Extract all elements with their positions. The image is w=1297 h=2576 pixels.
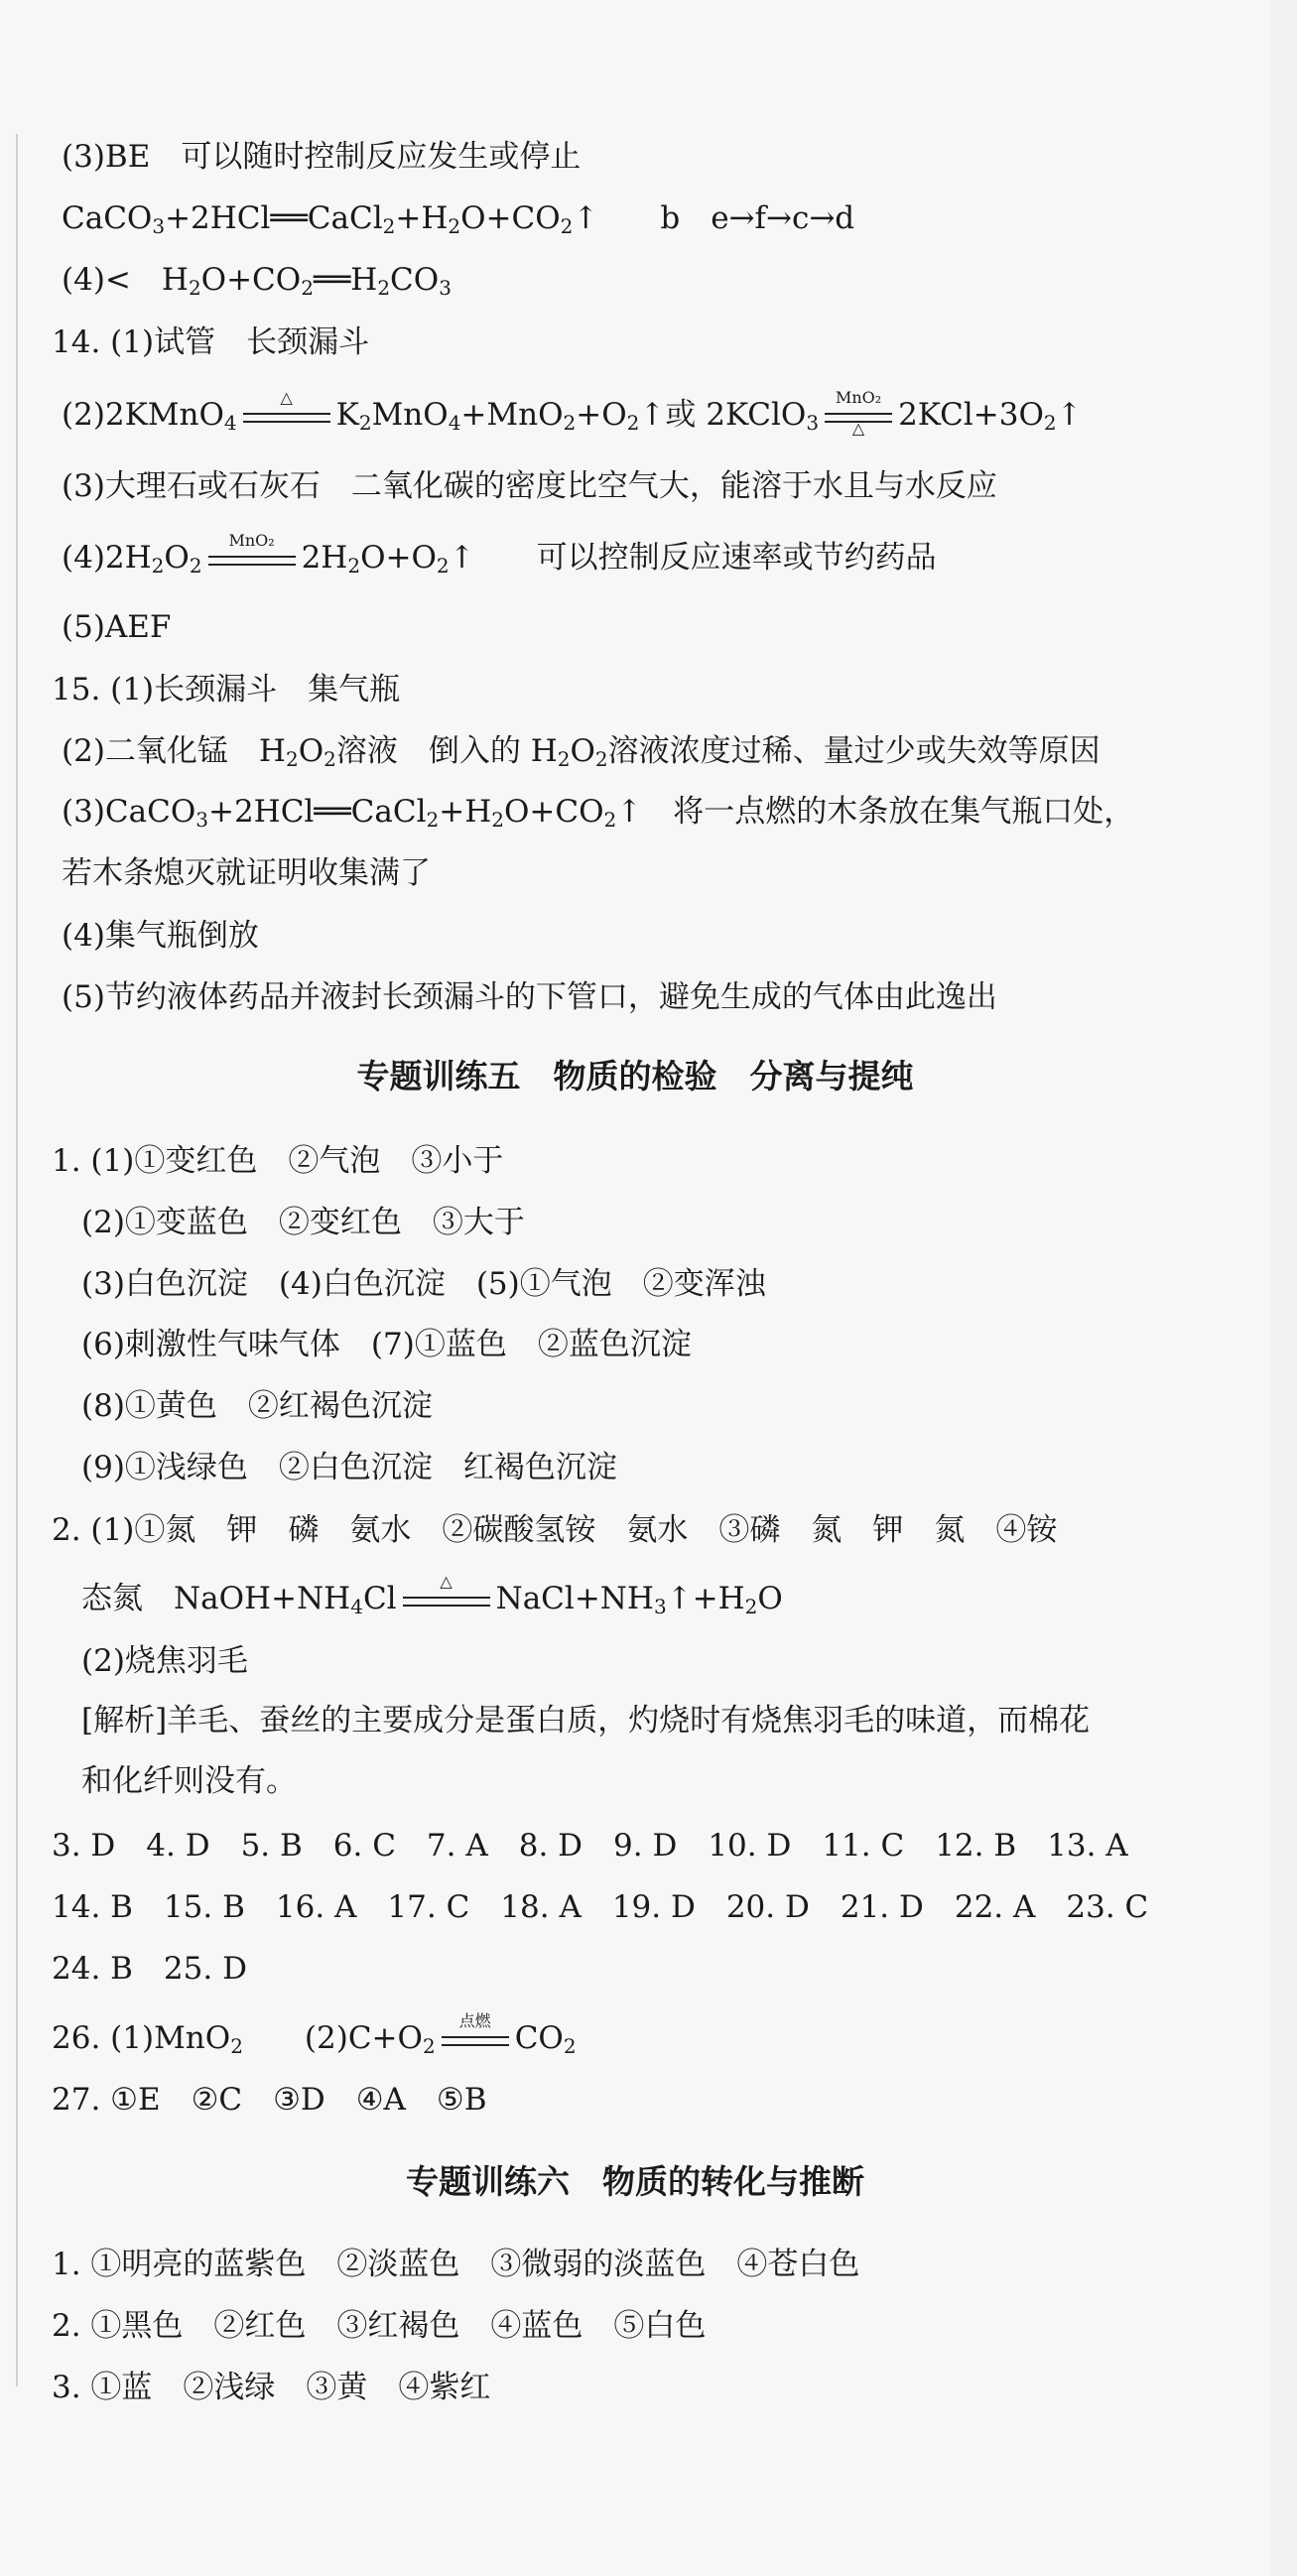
answer-text: b e→f→c→d (660, 200, 855, 236)
choice-answers: 24. B 25. D (52, 1951, 247, 1987)
answer-line: 若木条熄灭就证明收集满了 (62, 855, 431, 891)
heat-condition-sign: △ (397, 1585, 496, 1614)
question-1: 1. (1)①变红色 ②气泡 ③小于 (52, 1143, 504, 1179)
question-14: 14. (1)试管 长颈漏斗 (52, 324, 370, 360)
question-27: 27. ①E ②C ③D ④A ⑤B (52, 2082, 487, 2118)
answer-line: (8)①黄色 ②红褐色沉淀 (81, 1388, 433, 1424)
equation-line: $(3)CaCO_3+2HCl══CaCl_2+H_2O+CO_2↑$ 将一点燃的木条放在集气瓶口处， (62, 794, 1135, 832)
answer-line: (2)二氧化锰 $H_2O_2$溶液 倒入的 $H_2O_2$溶液浓度过稀、量过少或失效等原因 (62, 733, 1101, 771)
ignition-sign: 点燃 (436, 2024, 515, 2054)
question-26: 26. (1)MnO$_2$ $(2)C+O_2$ 点燃 $CO_2$ (52, 2011, 577, 2058)
answer-text: (4)< (62, 262, 162, 298)
explanation-line: [解析]羊毛、蚕丝的主要成分是蛋白质，灼烧时有烧焦羽毛的味道，而棉花 (81, 1703, 1091, 1739)
answer-line: 1. ①明亮的蓝紫色 ②淡蓝色 ③微弱的淡蓝色 ④苍白色 (52, 2247, 860, 2282)
choice-answers: 3. D 4. D 5. B 6. C 7. A 8. D 9. D 10. D 11. C 12. B 13. A (52, 1828, 1128, 1864)
explanation-line: 和化纤则没有。 (81, 1763, 297, 1799)
question-15: 15. (1)长颈漏斗 集气瓶 (52, 672, 401, 708)
answer-line: (3)BE 可以随时控制反应发生或停止 (62, 139, 582, 175)
section-title: 专题训练五 物质的检验 分离与提纯 (356, 1057, 914, 1095)
answer-line: (5)节约液体药品并液封长颈漏斗的下管口，避免生成的气体由此逸出 (62, 979, 997, 1015)
question-2: 2. (1)①氮 钾 磷 氨水 ②碳酸氢铵 氨水 ③磷 氮 钾 氮 ④铵 (52, 1512, 1058, 1548)
equation-line: $CaCO_3+2HCl══CaCl_2+H_2O+CO_2↑$ b e→f→c→d (62, 200, 855, 238)
catalyst-sign: MnO₂ (202, 544, 302, 574)
equation-line: (4)< $H_2O+CO_2══H_2CO_3$ (62, 262, 452, 300)
heat-condition-sign: △ (237, 401, 336, 431)
section-title: 专题训练六 物质的转化与推断 (406, 2162, 864, 2201)
margin-line (16, 134, 18, 2386)
answer-line: (3)大理石或石灰石 二氧化碳的密度比空气大，能溶于水且与水反应 (62, 468, 997, 504)
answer-line: 2. ①黑色 ②红色 ③红褐色 ④蓝色 ⑤白色 (52, 2308, 707, 2344)
equation-line: 态氮 $NaOH+NH_4Cl$ △ $NaCl+NH_3↑+H_2O$ (81, 1572, 783, 1618)
answer-line: (2)①变蓝色 ②变红色 ③大于 (81, 1205, 525, 1240)
answer-line: (6)刺激性气味气体 (7)①蓝色 ②蓝色沉淀 (81, 1327, 692, 1362)
answer-line: (2)烧焦羽毛 (81, 1643, 248, 1679)
catalyst-heat-sign: MnO₂ △ (819, 401, 898, 431)
answer-line: 3. ①蓝 ②浅绿 ③黄 ④紫红 (52, 2370, 491, 2405)
choice-answers: 14. B 15. B 16. A 17. C 18. A 19. D 20. D 21. D 22. A 23. C (52, 1889, 1149, 1925)
answer-line: (4)集气瓶倒放 (62, 918, 259, 954)
equation-line: (2)2KMnO$_4$ △ $K_2MnO_4+MnO_2+O_2↑$或 2KClO$_3$ MnO₂ △ $2KCl+3O_2↑$ (62, 388, 1083, 438)
answer-line: (5)AEF (62, 609, 172, 645)
equation-line: $(4)2H_2O_2$ MnO₂ $2H_2O+O_2↑$ 可以控制反应速率或节约药品 (62, 531, 937, 578)
answer-line: (9)①浅绿色 ②白色沉淀 红褐色沉淀 (81, 1450, 617, 1485)
answer-line: (3)白色沉淀 (4)白色沉淀 (5)①气泡 ②变浑浊 (81, 1266, 766, 1302)
